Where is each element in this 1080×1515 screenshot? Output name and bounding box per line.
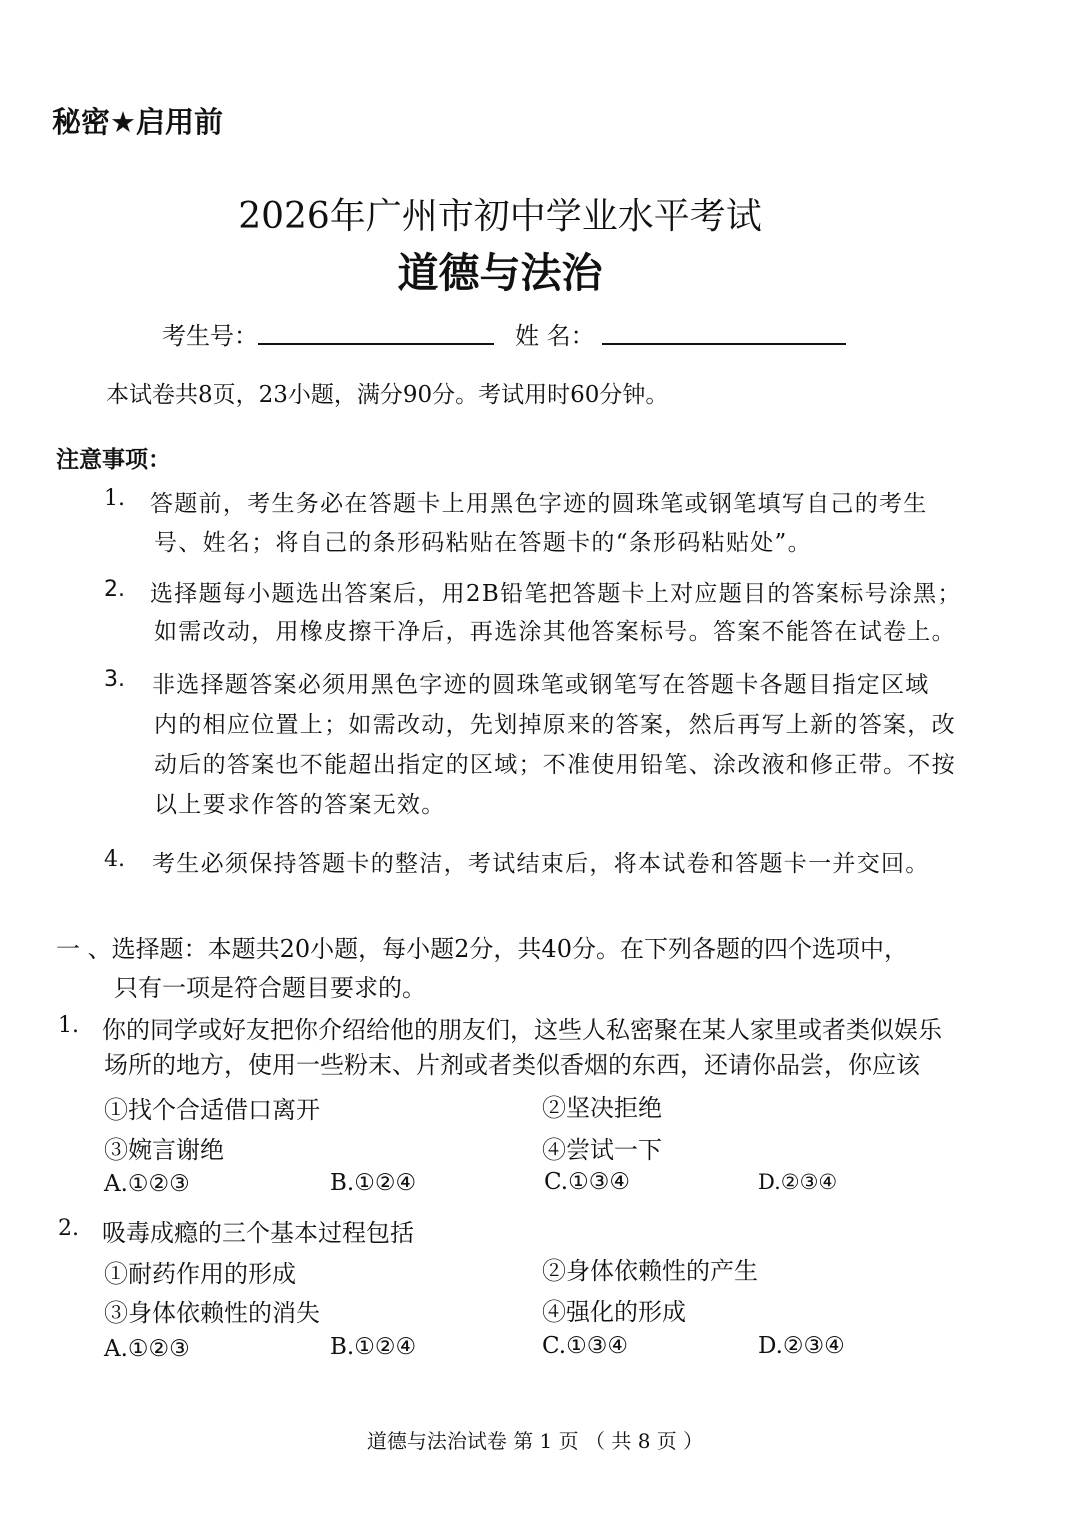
- notice-heading: 注意事项：: [56, 447, 171, 473]
- notice-item-text: 答题前，考生务必在答题卡上用黑色字迹的圆珠笔或钢笔填写自己的考生: [150, 491, 928, 517]
- name-field[interactable]: [602, 343, 846, 345]
- subject-title: 道德与法治: [397, 249, 603, 297]
- statement-option: ③婉言谢绝: [104, 1136, 224, 1164]
- answer-choice-c: C.①③④: [544, 1169, 630, 1195]
- student-id-label: 考生号：: [162, 322, 258, 350]
- name-label: 姓 名：: [515, 322, 595, 350]
- statement-option: ②坚决拒绝: [542, 1094, 662, 1122]
- exam-title: 2026年广州市初中学业水平考试: [238, 196, 762, 237]
- question-number: 2.: [58, 1216, 79, 1241]
- student-id-field[interactable]: [258, 343, 494, 345]
- confidential-label: 秘密★启用前: [52, 105, 223, 139]
- section-heading: 一 、选择题：本题共20小题，每小题2分，共40分。在下列各题的四个选项中，: [56, 935, 908, 963]
- question-stem: 场所的地方，使用一些粉末、片剂或者类似香烟的东西，还请你品尝，你应该: [104, 1051, 920, 1079]
- notice-item-text: 非选择题答案必须用黑色字迹的圆珠笔或钢笔写在答题卡各题目指定区域: [152, 672, 930, 698]
- notice-item-number: 2.: [104, 577, 125, 602]
- statement-option: ④尝试一下: [542, 1136, 662, 1164]
- question-stem: 你的同学或好友把你介绍给他的朋友们，这些人私密聚在某人家里或者类似娱乐: [102, 1016, 942, 1044]
- notice-item-number: 4.: [104, 847, 125, 872]
- statement-option: ①找个合适借口离开: [104, 1096, 320, 1124]
- notice-item-text: 选择题每小题选出答案后，用2B铅笔把答题卡上对应题目的答案标号涂黑；: [150, 581, 962, 607]
- answer-choice-a: A.①②③: [104, 1336, 190, 1362]
- answer-choice-a: A.①②③: [104, 1171, 190, 1197]
- question-stem: 吸毒成瘾的三个基本过程包括: [102, 1219, 414, 1247]
- answer-choice-d: D.②③④: [758, 1333, 845, 1359]
- statement-option: ④强化的形成: [542, 1298, 686, 1326]
- notice-item-number: 1.: [104, 486, 125, 511]
- exam-intro: 本试卷共8页，23小题，满分90分。考试用时60分钟。: [106, 382, 669, 408]
- answer-choice-b: B.①②④: [330, 1334, 417, 1360]
- page-footer: 道德与法治试卷 第 1 页 （ 共 8 页 ）: [366, 1429, 704, 1453]
- answer-choice-b: B.①②④: [330, 1170, 417, 1196]
- answer-choice-d: D.②③④: [758, 1170, 838, 1194]
- notice-item-text: 动后的答案也不能超出指定的区域；不准使用铅笔、涂改液和修正带。不按: [154, 752, 956, 778]
- notice-item-text: 内的相应位置上；如需改动，先划掉原来的答案，然后再写上新的答案，改: [154, 712, 956, 738]
- question-number: 1.: [58, 1013, 79, 1038]
- answer-choice-c: C.①③④: [542, 1333, 628, 1359]
- section-heading: 只有一项是符合题目要求的。: [114, 974, 426, 1002]
- statement-option: ②身体依赖性的产生: [542, 1257, 758, 1285]
- notice-item-text: 考生必须保持答题卡的整洁，考试结束后，将本试卷和答题卡一并交回。: [152, 851, 930, 877]
- notice-item-text: 如需改动，用橡皮擦干净后，再选涂其他答案标号。答案不能答在试卷上。: [154, 619, 956, 645]
- notice-item-text: 号、姓名；将自己的条形码粘贴在答题卡的“条形码粘贴处”。: [154, 530, 812, 556]
- notice-item-text: 以上要求作答的答案无效。: [154, 792, 446, 818]
- statement-option: ①耐药作用的形成: [104, 1260, 296, 1288]
- statement-option: ③身体依赖性的消失: [104, 1299, 320, 1327]
- notice-item-number: 3.: [104, 667, 125, 692]
